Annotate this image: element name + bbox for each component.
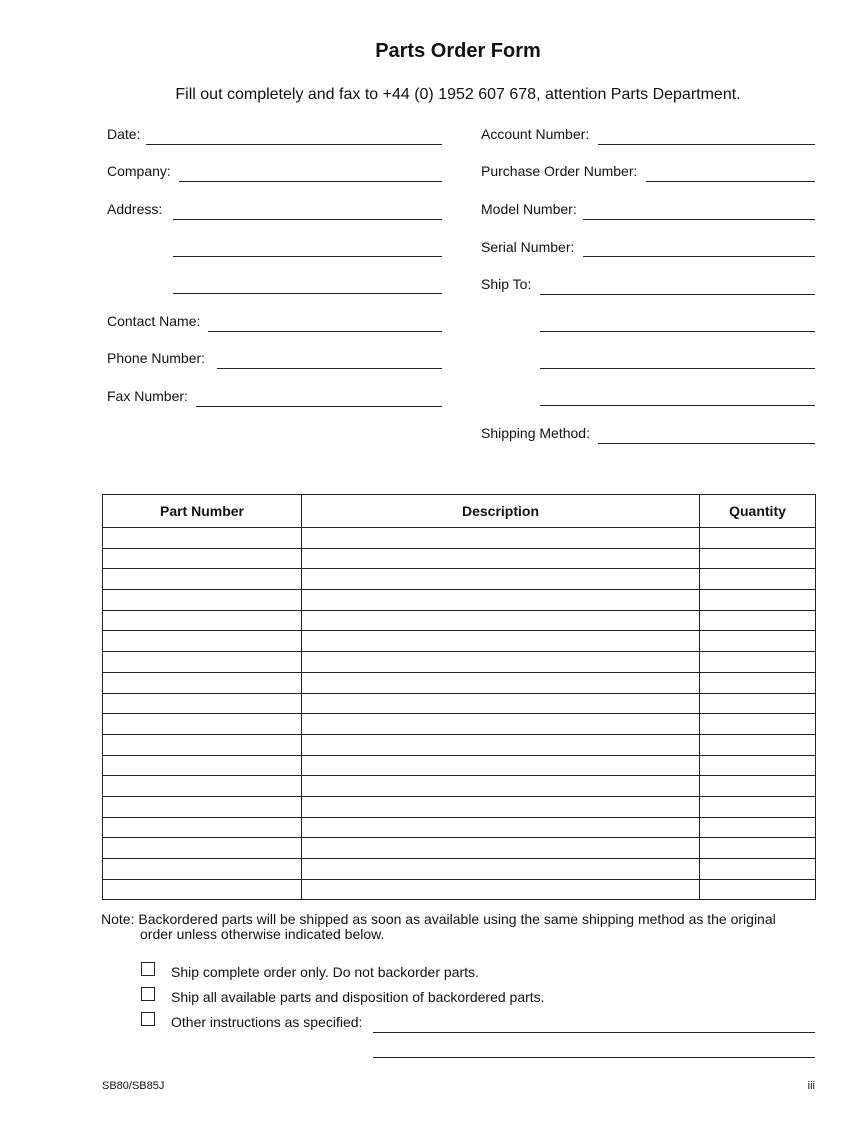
description-cell[interactable]	[302, 672, 700, 693]
description-cell[interactable]	[302, 610, 700, 631]
quantity-cell[interactable]	[700, 569, 816, 590]
purchase-order-number-field[interactable]	[646, 181, 815, 182]
quantity-cell[interactable]	[700, 817, 816, 838]
table-row	[103, 859, 816, 880]
part-number-cell[interactable]	[103, 548, 302, 569]
other-instructions-label: Other instructions as specified:	[171, 1014, 363, 1030]
serial-number-field[interactable]	[583, 256, 815, 257]
table-row	[103, 734, 816, 755]
quantity-cell[interactable]	[700, 528, 816, 549]
part-number-cell[interactable]	[103, 590, 302, 611]
description-cell[interactable]	[302, 755, 700, 776]
description-cell[interactable]	[302, 528, 700, 549]
company-label: Company:	[107, 163, 171, 179]
description-cell[interactable]	[302, 879, 700, 900]
model-number-field[interactable]	[583, 219, 815, 220]
ship-to-field-line-4[interactable]	[540, 405, 815, 406]
table-header-row	[103, 495, 816, 528]
ship-to-field-line-3[interactable]	[540, 368, 815, 369]
quantity-cell[interactable]	[700, 672, 816, 693]
part-number-cell[interactable]	[103, 569, 302, 590]
fax-number-label: Fax Number:	[107, 388, 188, 404]
quantity-cell[interactable]	[700, 652, 816, 673]
quantity-cell[interactable]	[700, 693, 816, 714]
fax-number-field[interactable]	[196, 406, 442, 407]
quantity-cell[interactable]	[700, 838, 816, 859]
quantity-cell[interactable]	[700, 548, 816, 569]
table-row	[103, 817, 816, 838]
other-instructions-field-line-2[interactable]	[373, 1057, 815, 1058]
contact-name-label: Contact Name:	[107, 313, 201, 329]
part-number-cell[interactable]	[103, 652, 302, 673]
part-number-cell[interactable]	[103, 631, 302, 652]
ship-to-field-line-1[interactable]	[540, 294, 815, 295]
description-cell[interactable]	[302, 652, 700, 673]
phone-number-field[interactable]	[217, 368, 442, 369]
ship-complete-checkbox[interactable]	[141, 962, 155, 976]
part-number-cell[interactable]	[103, 838, 302, 859]
serial-number-label: Serial Number:	[481, 239, 575, 255]
backorder-note	[101, 912, 801, 942]
table-row	[103, 569, 816, 590]
contact-name-field[interactable]	[208, 331, 442, 332]
header-description: Description	[302, 495, 700, 528]
table-row	[103, 672, 816, 693]
table-row	[103, 610, 816, 631]
ship-available-checkbox[interactable]	[141, 987, 155, 1001]
description-cell[interactable]	[302, 817, 700, 838]
table-row	[103, 776, 816, 797]
date-label: Date:	[107, 126, 141, 142]
part-number-cell[interactable]	[103, 714, 302, 735]
account-number-field[interactable]	[598, 144, 815, 145]
note-line-2: order unless otherwise indicated below.	[140, 926, 385, 942]
ship-available-label: Ship all available parts and disposition of backordered parts.	[171, 989, 545, 1005]
part-number-cell[interactable]	[103, 776, 302, 797]
parts-table	[102, 494, 816, 900]
address-field-line-1[interactable]	[173, 219, 442, 220]
other-instructions-field-line-1[interactable]	[373, 1032, 815, 1033]
note-line-1: Note: Backordered parts will be shipped as soon as available using the same shipping method as the original	[101, 911, 776, 927]
description-cell[interactable]	[302, 796, 700, 817]
table-row	[103, 838, 816, 859]
table-row	[103, 590, 816, 611]
quantity-cell[interactable]	[700, 610, 816, 631]
quantity-cell[interactable]	[700, 590, 816, 611]
description-cell[interactable]	[302, 548, 700, 569]
table-row	[103, 755, 816, 776]
address-label: Address:	[107, 201, 163, 217]
shipping-method-field[interactable]	[598, 443, 815, 444]
part-number-cell[interactable]	[103, 859, 302, 880]
table-row	[103, 652, 816, 673]
description-cell[interactable]	[302, 590, 700, 611]
description-cell[interactable]	[302, 776, 700, 797]
address-field-line-3[interactable]	[173, 293, 442, 294]
part-number-cell[interactable]	[103, 755, 302, 776]
phone-number-label: Phone Number:	[107, 350, 206, 366]
other-instructions-checkbox[interactable]	[141, 1012, 155, 1026]
part-number-cell[interactable]	[103, 817, 302, 838]
description-cell[interactable]	[302, 859, 700, 880]
address-field-line-2[interactable]	[173, 256, 442, 257]
quantity-cell[interactable]	[700, 714, 816, 735]
parts-table-body	[103, 528, 816, 900]
part-number-cell[interactable]	[103, 796, 302, 817]
quantity-cell[interactable]	[700, 631, 816, 652]
header-quantity: Quantity	[700, 495, 816, 528]
quantity-cell[interactable]	[700, 734, 816, 755]
form-subtitle: Fill out completely and fax to +44 (0) 1952 607 678, attention Parts Department.	[175, 86, 741, 103]
form-title: Parts Order Form	[375, 40, 541, 62]
table-row	[103, 714, 816, 735]
description-cell[interactable]	[302, 838, 700, 859]
part-number-cell[interactable]	[103, 528, 302, 549]
ship-to-field-line-2[interactable]	[540, 331, 815, 332]
table-row	[103, 631, 816, 652]
model-number-label: Model Number:	[481, 201, 577, 217]
part-number-cell[interactable]	[103, 610, 302, 631]
table-row	[103, 879, 816, 900]
part-number-cell[interactable]	[103, 672, 302, 693]
ship-to-label: Ship To:	[481, 276, 532, 292]
description-cell[interactable]	[302, 734, 700, 755]
company-field[interactable]	[179, 181, 442, 182]
quantity-cell[interactable]	[700, 859, 816, 880]
table-row	[103, 528, 816, 549]
footer-model: SB80/SB85J	[102, 1080, 165, 1092]
description-cell[interactable]	[302, 693, 700, 714]
date-field[interactable]	[146, 144, 442, 145]
table-row	[103, 548, 816, 569]
header-part-number: Part Number	[103, 495, 302, 528]
part-number-cell[interactable]	[103, 734, 302, 755]
footer-page-number: iii	[807, 1080, 815, 1092]
quantity-cell[interactable]	[700, 879, 816, 900]
description-cell[interactable]	[302, 569, 700, 590]
quantity-cell[interactable]	[700, 755, 816, 776]
quantity-cell[interactable]	[700, 796, 816, 817]
description-cell[interactable]	[302, 631, 700, 652]
ship-complete-label: Ship complete order only. Do not backorder parts.	[171, 964, 479, 980]
table-row	[103, 693, 816, 714]
purchase-order-number-label: Purchase Order Number:	[481, 163, 638, 179]
account-number-label: Account Number:	[481, 126, 590, 142]
quantity-cell[interactable]	[700, 776, 816, 797]
description-cell[interactable]	[302, 714, 700, 735]
part-number-cell[interactable]	[103, 879, 302, 900]
part-number-cell[interactable]	[103, 693, 302, 714]
shipping-method-label: Shipping Method:	[481, 425, 590, 441]
table-row	[103, 796, 816, 817]
